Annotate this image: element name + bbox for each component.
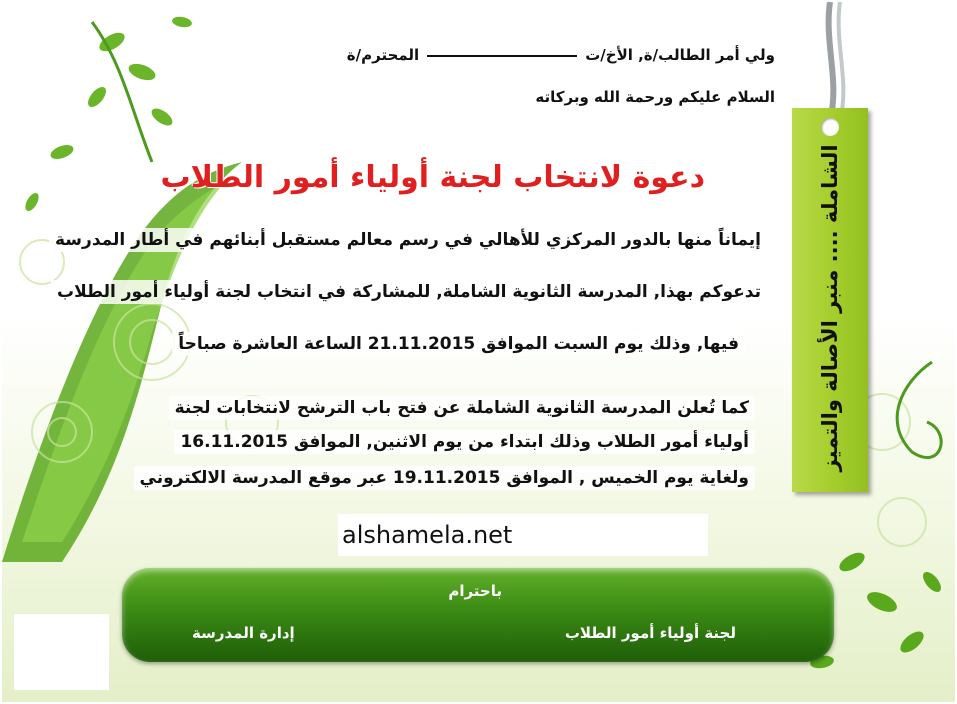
body-line-1: إيماناً منها بالدور المركزي للأهالي في رسم معالم مستقبل أبنائهم في أطار المدرسة <box>49 228 767 252</box>
body-line-6: ولغاية يوم الخميس , الموافق 19.11.2015 عبر موقع المدرسة الالكتروني <box>134 466 756 490</box>
vine-curl <box>897 362 941 458</box>
body-line-3: فيها, وذلك يوم السبت الموافق 21.11.2015 الساعة العاشرة صباحاً <box>172 332 745 356</box>
invitation-card <box>2 2 955 702</box>
regards-text: باحترام <box>448 582 502 600</box>
invitation-title: دعوة لانتخاب لجنة أولياء أمور الطلاب <box>160 160 705 195</box>
blank-corner-box <box>14 614 109 690</box>
hanging-tag <box>792 108 868 492</box>
administration-signature: إدارة المدرسة <box>192 624 295 642</box>
body-line-4: كما تُعلن المدرسة الثانوية الشاملة عن فتح باب الترشح لانتخابات لجنة <box>169 396 755 420</box>
body-line-5: أولياء أمور الطلاب وذلك ابتداء من يوم الاثنين, الموافق 16.11.2015 <box>174 430 755 454</box>
name-blank-line <box>427 55 577 57</box>
recipient-line <box>347 46 775 64</box>
body-line-2: تدعوكم بهذا, المدرسة الثانوية الشاملة, للمشاركة في انتخاب لجنة أولياء أمور الطلاب <box>51 280 767 304</box>
salutation: السلام عليكم ورحمة الله وبركاته <box>535 88 775 106</box>
signature-footer <box>122 568 834 662</box>
website-url: alshamela.net <box>338 514 708 556</box>
committee-signature: لجنة أولياء أمور الطلاب <box>564 624 736 642</box>
recipient-prefix: ولي أمر الطالب/ة, الأخ/ت <box>585 46 775 64</box>
tag-slogan: الشاملة .... منبر الأصالة والتميز <box>818 144 842 472</box>
tag-string <box>829 2 834 120</box>
recipient-suffix: المحترم/ة <box>346 46 420 64</box>
